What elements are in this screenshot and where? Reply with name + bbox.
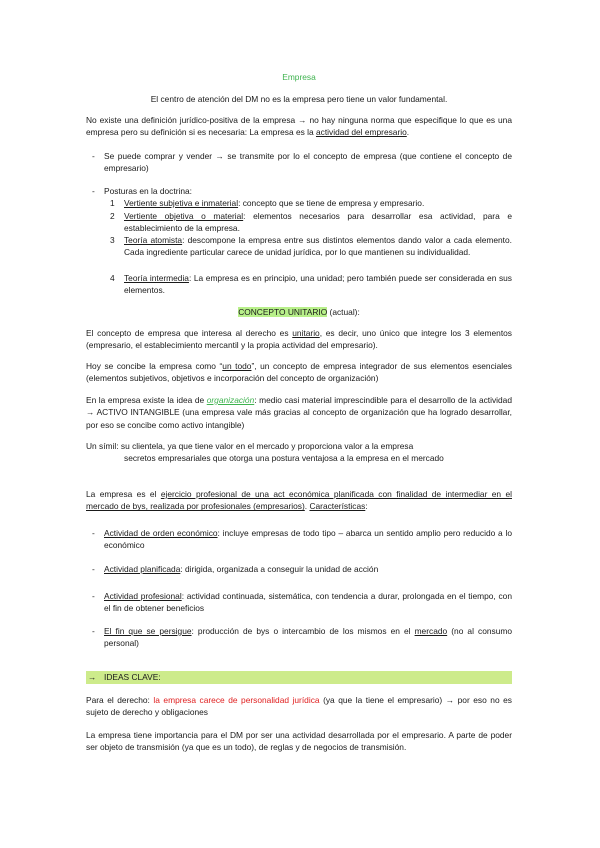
- section-heading: CONCEPTO UNITARIO (actual):: [238, 307, 360, 317]
- dash-bullet: -: [92, 151, 95, 161]
- organization-paragraph: En la empresa existe la idea de organización: medio casi material imprescindible para el desarrollo de la actividad → ACTIVO INTANGIBLE (una empresa vale más gracias al concepto de organización que ha logrado desarrollar, por eso se concibe como activo intangible): [86, 395, 513, 430]
- whole-paragraph: Hoy se concibe la empresa como “un todo”, un concepto de empresa integrador de sus elementos esenciales (elementos subjetivos, objetivos e incorporación del concepto de organización): [86, 361, 512, 384]
- numbered-item: 3 Teoría atomista: descompone la empresa entre sus distintos elementos dando valor a cada elemento. Cada ingrediente particular carece de unidad jurídica, por lo que mantienen su individualidad.: [110, 235, 512, 258]
- numbered-item: 2 Vertiente objetiva o material: elementos necesarios para desarrollar esa actividad, para e establecimiento de la empresa.: [110, 211, 512, 234]
- arrow-right-icon: →: [88, 672, 97, 682]
- definition-paragraph: No existe una definición jurídico-positiva de la empresa → no hay ninguna norma que especifique lo que es una empresa pero su definición si es necesaria: La empresa es la actividad del empresario.: [86, 115, 512, 138]
- dash-bullet: -: [92, 528, 95, 538]
- list-item: - El fin que se persigue: producción de bys o intercambio de los mismos en el mercado (no al consumo personal): [92, 626, 512, 649]
- list-item: - Se puede comprar y vender → se transmite por lo el concepto de empresa (que contiene el concepto de empresario): [92, 151, 512, 174]
- legal-paragraph: Para el derecho: la empresa carece de personalidad jurídica (ya que la tiene el empresario) → por eso no es sujeto de derecho y obligaciones: [86, 695, 512, 718]
- dash-bullet: -: [92, 186, 95, 196]
- simile-paragraph: Un símil: su clientela, ya que tiene valor en el mercado y proporciona valor a la empresa secretos empresariales que otorga una postura ventajosa a la empresa en el mercado: [86, 441, 444, 464]
- importance-paragraph: La empresa tiene importancia para el DM por ser una actividad desarrollada por el empresario. A parte de poder ser objeto de transmisión (ya que es un todo), de reglas y de negocios de transmisión.: [86, 730, 512, 753]
- intro-paragraph: El centro de atención del DM no es la empresa pero tiene un valor fundamental.: [150, 94, 448, 104]
- numbered-item: 4 Teoría intermedia: La empresa es en principio, una unidad; pero también puede ser considerada en sus elementos.: [110, 273, 512, 296]
- ideas-clave-banner: → IDEAS CLAVE:: [86, 671, 512, 684]
- numbered-item: 1 Vertiente subjetiva e inmaterial: concepto que se tiene de empresa y empresario.: [110, 198, 425, 208]
- dash-bullet: -: [92, 564, 95, 574]
- list-item: - Actividad planificada: dirigida, organizada a conseguir la unidad de acción: [92, 564, 379, 574]
- dash-bullet: -: [92, 591, 95, 601]
- list-item: - Posturas en la doctrina:: [92, 186, 192, 196]
- list-item: - Actividad profesional: actividad continuada, sistemática, con tendencia a durar, prolongada en el tiempo, con el fin de obtener beneficios: [92, 591, 512, 614]
- list-item: - Actividad de orden económico: incluye empresas de todo tipo – abarca un sentido amplio pero reducido a lo económico: [92, 528, 512, 551]
- definition-empresa-paragraph: La empresa es el ejercicio profesional de una act económica planificada con finalidad de intermediar en el mercado de bys, realizada por profesionales (empresarios). Características:: [86, 489, 512, 512]
- page-title: Empresa: [282, 72, 316, 82]
- dash-bullet: -: [92, 626, 95, 636]
- unitary-paragraph: El concepto de empresa que interesa al derecho es unitario, es decir, uno único que integre los 3 elementos (empresario, el establecimiento mercantil y la propia actividad del empresario).: [86, 328, 512, 351]
